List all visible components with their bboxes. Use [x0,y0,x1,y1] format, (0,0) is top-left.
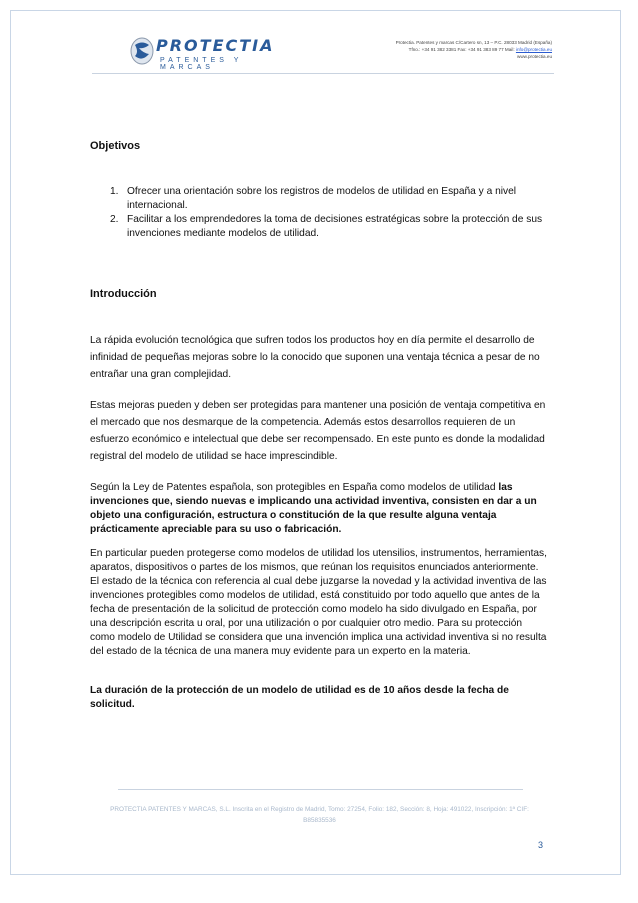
page-number: 3 [538,840,544,850]
logo-wordmark: PROTECTIA [156,36,275,55]
footer-divider [118,789,523,790]
header-divider [92,73,554,74]
duration-paragraph: La duración de la protección de un modelo de utilidad es de 10 años desde la fecha de solicitud. [90,685,509,710]
contact-block [252,39,552,61]
objetivos-heading: Objetivos [90,140,141,152]
introduccion-heading: Introducción [90,288,157,300]
intro-paragraph-2: Estas mejoras pueden y deben ser protegidas para mantener una posición de ventaja competitiva en el mercado que nos desmarque de la competencia. Además estos desarrollos requieren de un esfuerzo económico e intelectual que debe ser recompensado. En este punto es donde la modalidad registral del modelo de utilidad se hace imprescindible. [90,400,546,462]
email-link[interactable]: info@protectia.eu [515,47,552,53]
phone-line [252,46,552,53]
list-number: 2. [110,214,119,225]
footer-registry: PROTECTIA PATENTES Y MARCAS, S.L. Inscrita en el Registro de Madrid, Tomo: 27254, Folio: 182, Sección: 8, Hoja: 491022, Inscripción: 1ª CIF: [110,806,529,813]
list-text: Ofrecer una orientación sobre los registros de modelos de utilidad en España y a nivel internacional. [127,186,517,211]
list-number: 1. [110,186,119,197]
logo-globe-icon [130,36,156,66]
intro-paragraph-1: La rápida evolución tecnológica que sufren todos los productos hoy en día permite el desarrollo de infinidad de pequeñas mejoras sobre lo la conocido que suponen una ventaja técnica a pesar de no entrañar una gran complejidad. [90,335,540,380]
particular-paragraph: En particular pueden protegerse como modelos de utilidad los utensilios, instrumentos, herramientas, aparatos, dispositivos o partes de los mismos, que reúnan los requisitos enunciados anteriormente. El estado de la técnica con referencia al cual debe juzgarse la novedad y la actividad inventiva de las invenciones protegibles como modelos de utilidad, está constituido por todo aquello que antes de la fecha de presentación de la solicitud de protección como modelo ha sido divulgado en España, por una descripción escrita u oral, por una utilización o por cualquier otro medio. Para su protección como modelo de Utilidad se considera que una invención implica una actividad inventiva si no resulta del estado de la técnica de una manera muy evidente para un experto en la materia. [90,548,547,657]
footer [92,804,547,826]
phone-text: Tfno.: +34 91 382 3381 Fax: +34 91 383 89 77 Mail: [408,47,515,53]
law-text: Según la Ley de Patentes española, son protegibles en España como modelos de utilidad [90,482,499,493]
address-line: Protectia. Patentes y marcas C/Cartero sn, 13 – P.C. 28033 Madrid (España) [395,40,552,45]
website-line[interactable]: www.protectia.eu [517,54,552,60]
list-text: Facilitar a los emprendedores la toma de decisiones estratégicas sobre la protección de sus invenciones mediante modelos de utilidad. [127,214,543,239]
footer-cif: B85835536 [303,817,336,824]
law-definition: las invenciones que, siendo nuevas e implicando una actividad inventiva, consisten en dar a un objeto una configuración, estructura o constitución de la que resulte alguna ventaja prácticamente apreciable para su uso o fabricación. [90,482,537,535]
logo-subtitle: PATENTES Y MARCAS [160,57,243,71]
company-logo [130,32,275,76]
law-paragraph [90,481,548,537]
